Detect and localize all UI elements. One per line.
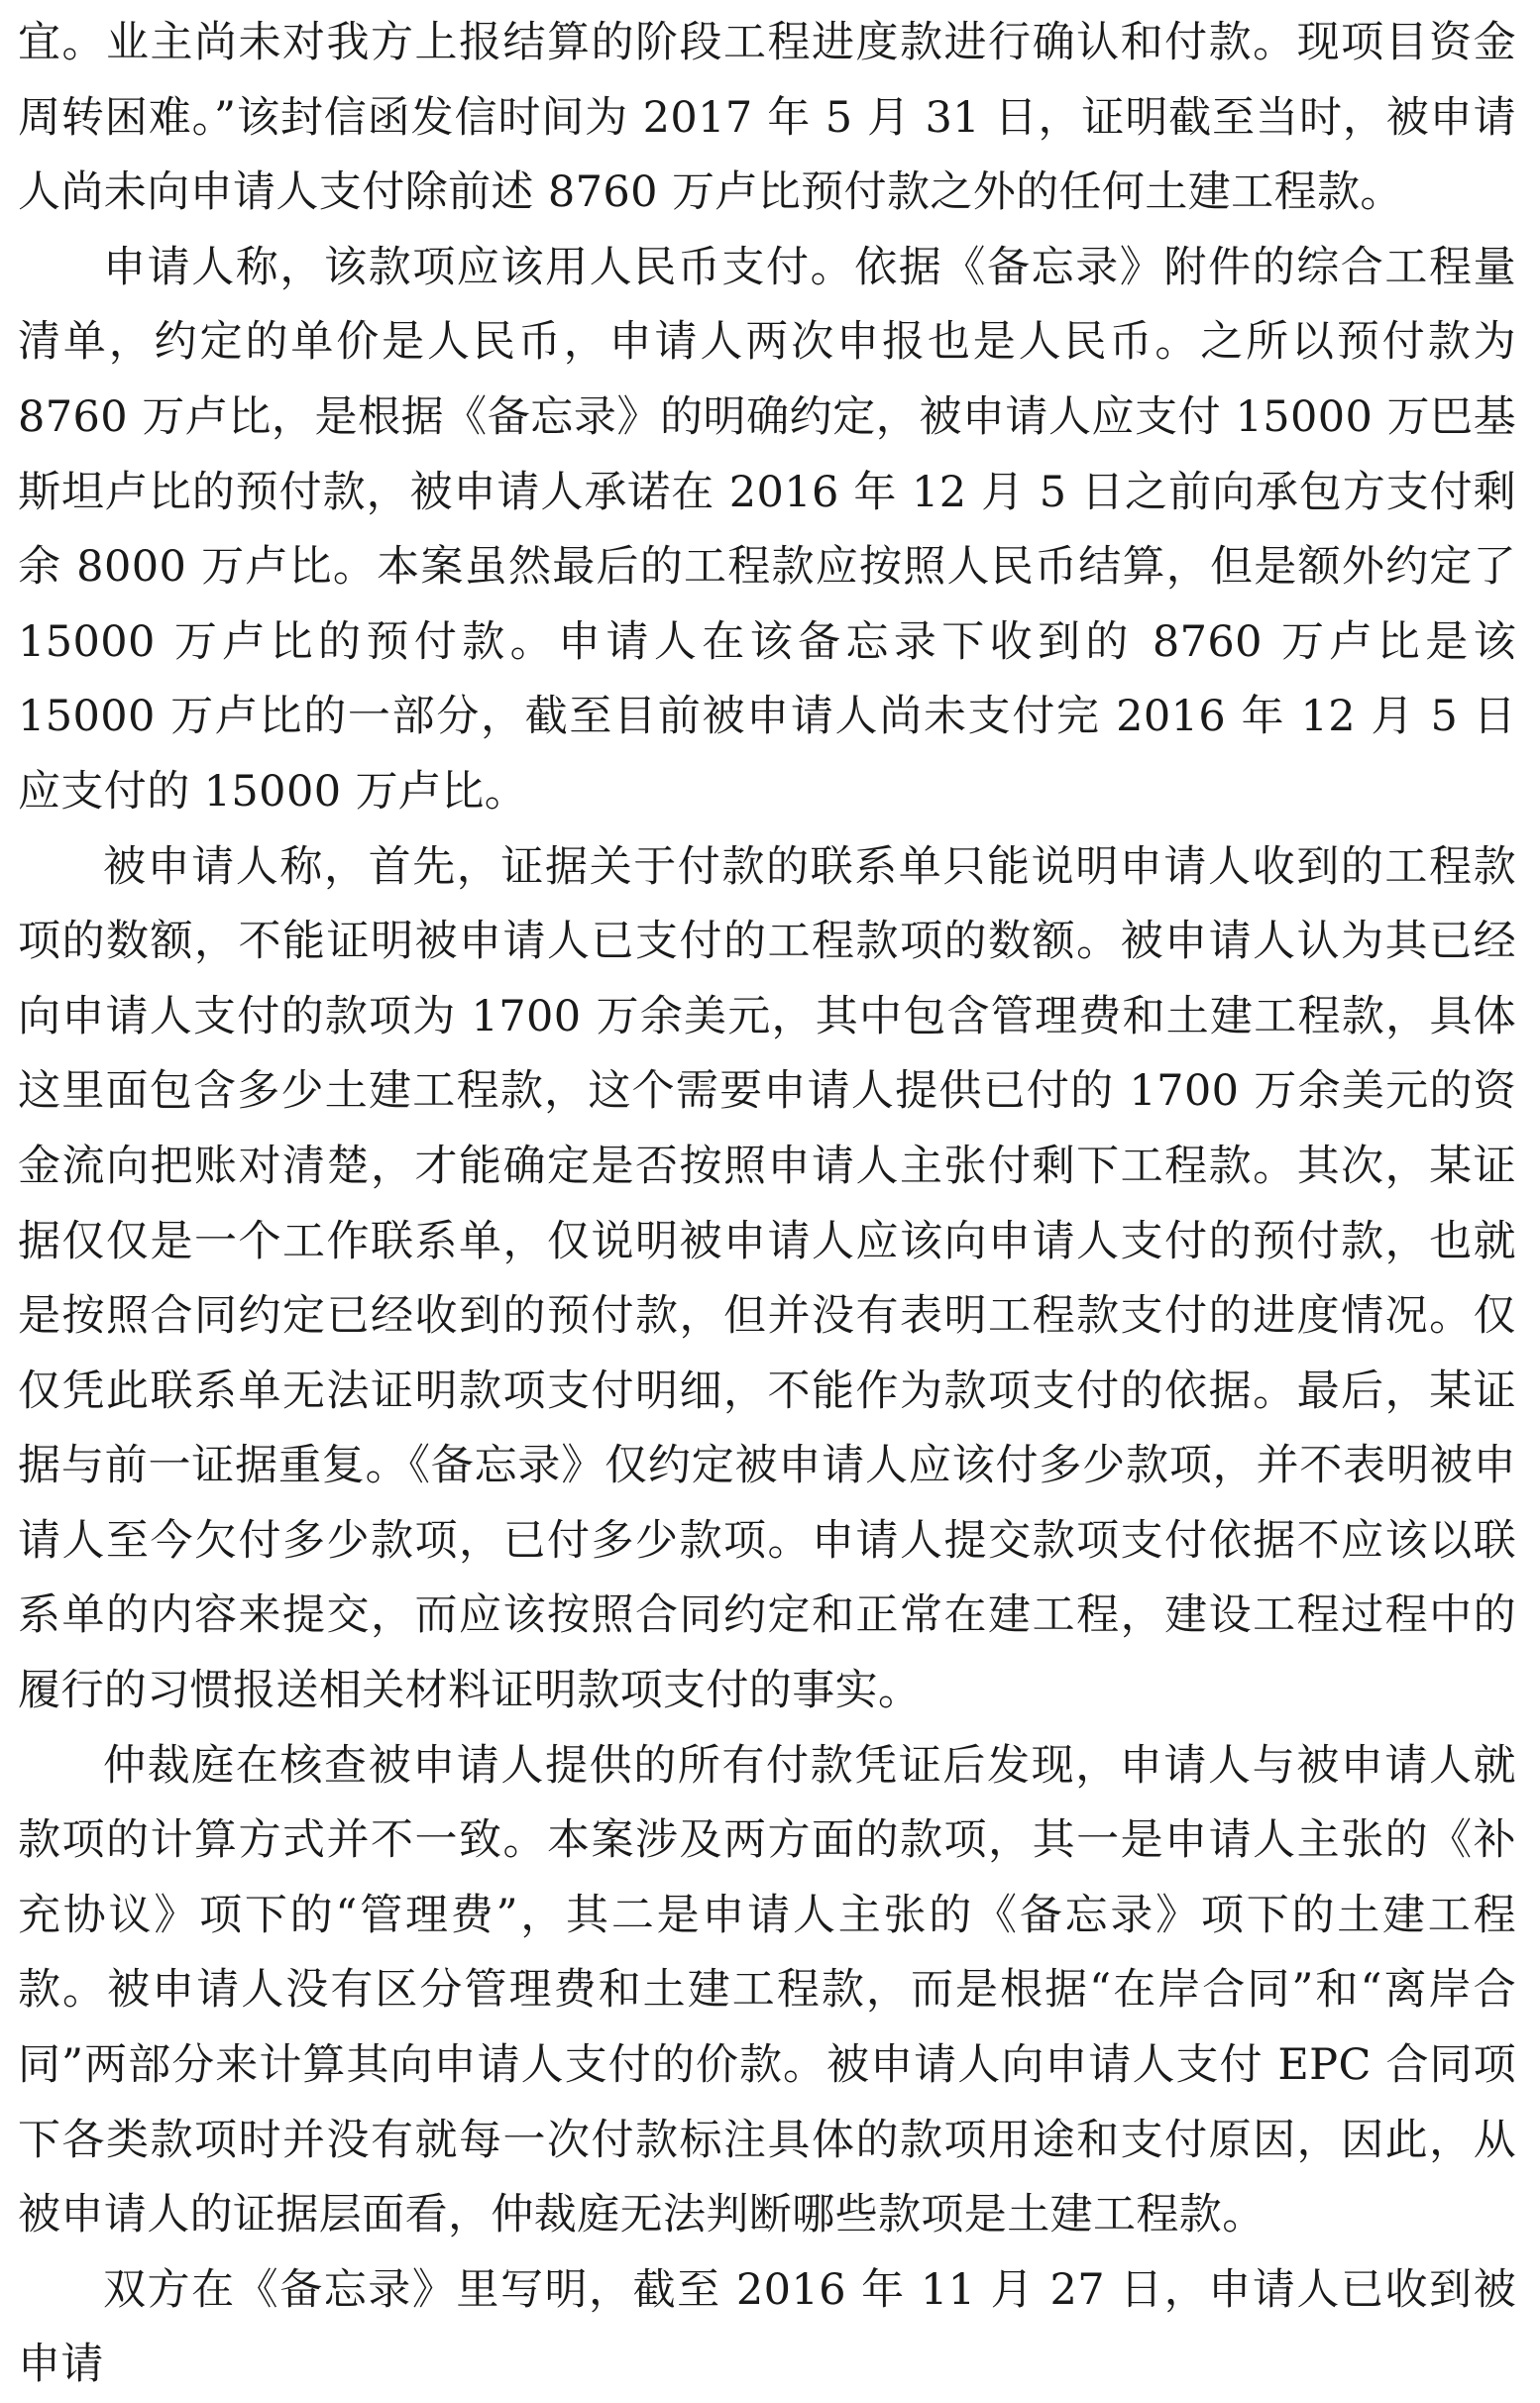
paragraph-respondent-claim: 被申请人称，首先，证据关于付款的联系单只能说明申请人收到的工程款项的数额，不能证明被申请人已支付的工程款项的数额。被申请人认为其已经向申请人支付的款项为 1700 万余美元，其中包含管理费和土建工程款，具体这里面包含多少土建工程款，这个需要申请人提供已付的 1700 万余美元的资金流向把账对清楚，才能确定是否按照申请人主张付剩下工程款。其次，某证据仅仅是一个工作联系单，仅说明被申请人应该向申请人支付的预付款，也就是按照合同约定已经收到的预付款，但并没有表明工程款支付的进度情况。仅仅凭此联系单无法证明款项支付明细，不能作为款项支付的依据。最后，某证据与前一证据重复。《备忘录》仅约定被申请人应该付多少款项，并不表明被申请人至今欠付多少款项，已付多少款项。申请人提交款项支付依据不应该以联系单的内容来提交，而应该按照合同约定和正常在建工程，建设工程过程中的履行的习惯报送相关材料证明款项支付的事实。 bbox=[18, 841, 1516, 1716]
document-page bbox=[18, 6, 1516, 2403]
paragraph-tribunal-finding: 仲裁庭在核查被申请人提供的所有付款凭证后发现，申请人与被申请人就款项的计算方式并不一致。本案涉及两方面的款项，其一是申请人主张的《补充协议》项下的“管理费”，其二是申请人主张的《备忘录》项下的土建工程款。被申请人没有区分管理费和土建工程款，而是根据“在岸合同”和“离岸合同”两部分来计算其向申请人支付的价款。被申请人向申请人支付 EPC 合同项下各类款项时并没有就每一次付款标注具体的款项用途和支付原因，因此，从被申请人的证据层面看，仲裁庭无法判断哪些款项是土建工程款。 bbox=[18, 1740, 1516, 2240]
paragraph-continuation: 宜。业主尚未对我方上报结算的阶段工程进度款进行确认和付款。现项目资金周转困难。”该封信函发信时间为 2017 年 5 月 31 日，证明截至当时，被申请人尚未向申请人支付除前述 8760 万卢比预付款之外的任何土建工程款。 bbox=[18, 18, 1516, 218]
paragraph-applicant-claim: 申请人称，该款项应该用人民币支付。依据《备忘录》附件的综合工程量清单，约定的单价是人民币，申请人两次申报也是人民币。之所以预付款为 8760 万卢比，是根据《备忘录》的明确约定，被申请人应支付 15000 万巴基斯坦卢比的预付款，被申请人承诺在 2016 年 12 月 5 日之前向承包方支付剩余 8000 万卢比。本案虽然最后的工程款应按照人民币结算，但是额外约定了 15000 万卢比的预付款。申请人在该备忘录下收到的 8760 万卢比是该 15000 万卢比的一部分，截至目前被申请人尚未支付完 2016 年 12 月 5 日应支付的 15000 万卢比。 bbox=[18, 242, 1516, 817]
paragraph-memorandum: 双方在《备忘录》里写明，截至 2016 年 11 月 27 日，申请人已收到被申请 bbox=[18, 2264, 1516, 2390]
